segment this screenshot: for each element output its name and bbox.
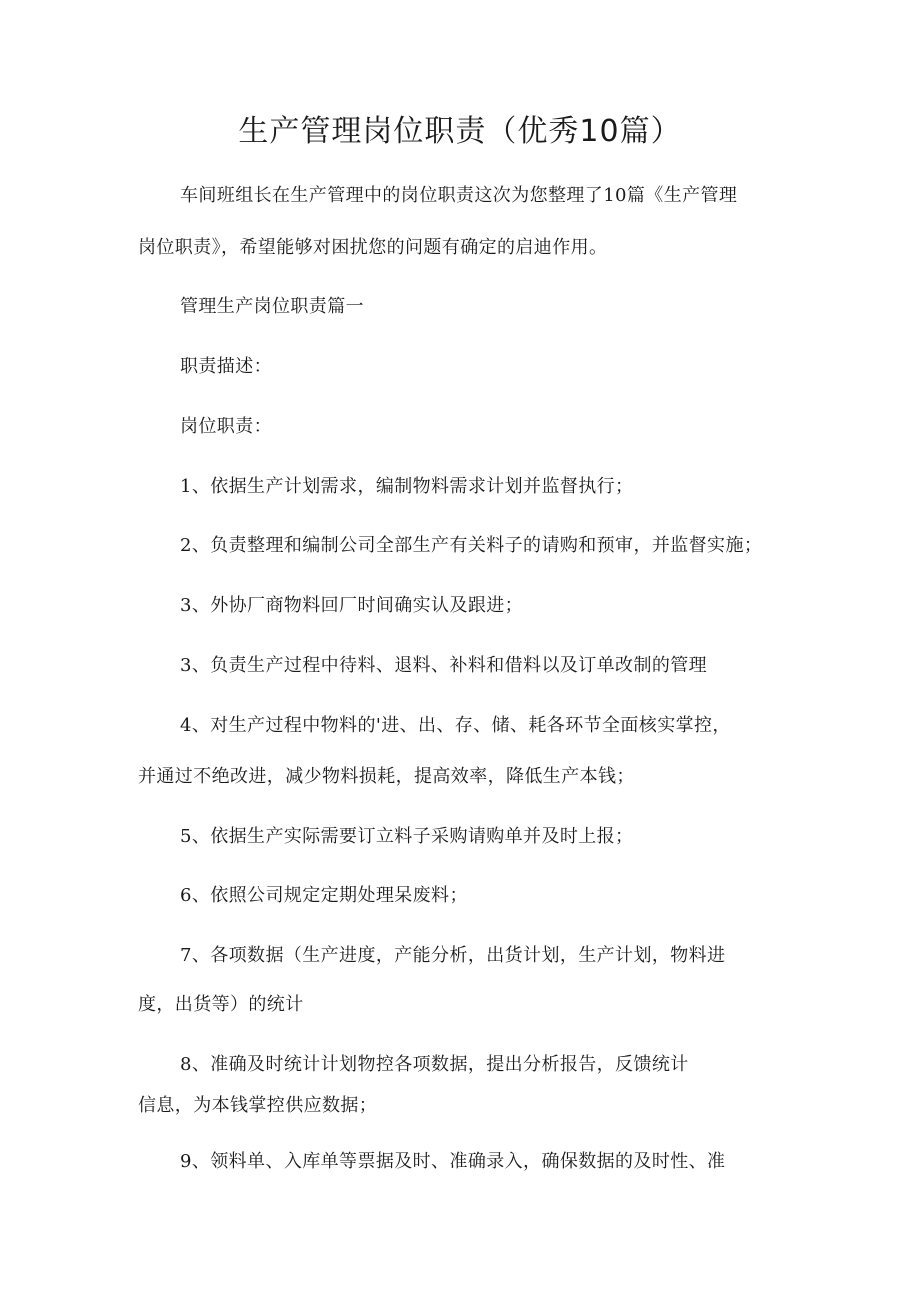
intro-line-1: 车间班组长在生产管理中的岗位职责这次为您整理了10篇《生产管理 xyxy=(180,185,738,206)
duty-item: 3、外协厂商物料回厂时间确实认及跟进； xyxy=(180,595,524,616)
duty-item: 7、各项数据（生产进度，产能分析，出货计划，生产计划，物料进 xyxy=(180,945,726,966)
duty-item: 9、领料单、入库单等票据及时、准确录入，确保数据的及时性、准 xyxy=(180,1151,726,1172)
duty-item: 2、负责整理和编制公司全部生产有关料子的请购和预审，并监督实施； xyxy=(180,535,763,556)
intro-line-2: 岗位职责》，希望能够对困扰您的问题有确定的启迪作用。 xyxy=(138,237,608,258)
duty-item: 5、依据生产实际需要订立料子采购请购单并及时上报； xyxy=(180,826,634,847)
duty-item-continued: 度，出货等）的统计 xyxy=(138,994,304,1015)
duty-item: 3、负责生产过程中待料、退料、补料和借料以及订单改制的管理 xyxy=(180,655,708,676)
document-title: 生产管理岗位职责（优秀10篇） xyxy=(238,114,682,149)
duty-item-continued: 信息，为本钱掌控供应数据； xyxy=(138,1095,378,1116)
duty-item: 1、依据生产计划需求，编制物料需求计划并监督执行； xyxy=(180,476,634,497)
job-duties-label: 岗位职责： xyxy=(180,416,272,437)
section-heading: 管理生产岗位职责篇一 xyxy=(180,296,364,317)
duty-item-continued: 并通过不绝改进，减少物料损耗，提高效率，降低生产本钱； xyxy=(138,766,635,787)
duty-item: 8、准确及时统计计划物控各项数据，提出分析报告，反馈统计 xyxy=(180,1054,689,1075)
duty-item: 4、对生产过程中物料的'进、出、存、储、耗各环节全面核实掌控， xyxy=(180,715,731,736)
duty-description-label: 职责描述： xyxy=(180,356,272,377)
duty-item: 6、依照公司规定定期处理呆废料； xyxy=(180,885,468,906)
